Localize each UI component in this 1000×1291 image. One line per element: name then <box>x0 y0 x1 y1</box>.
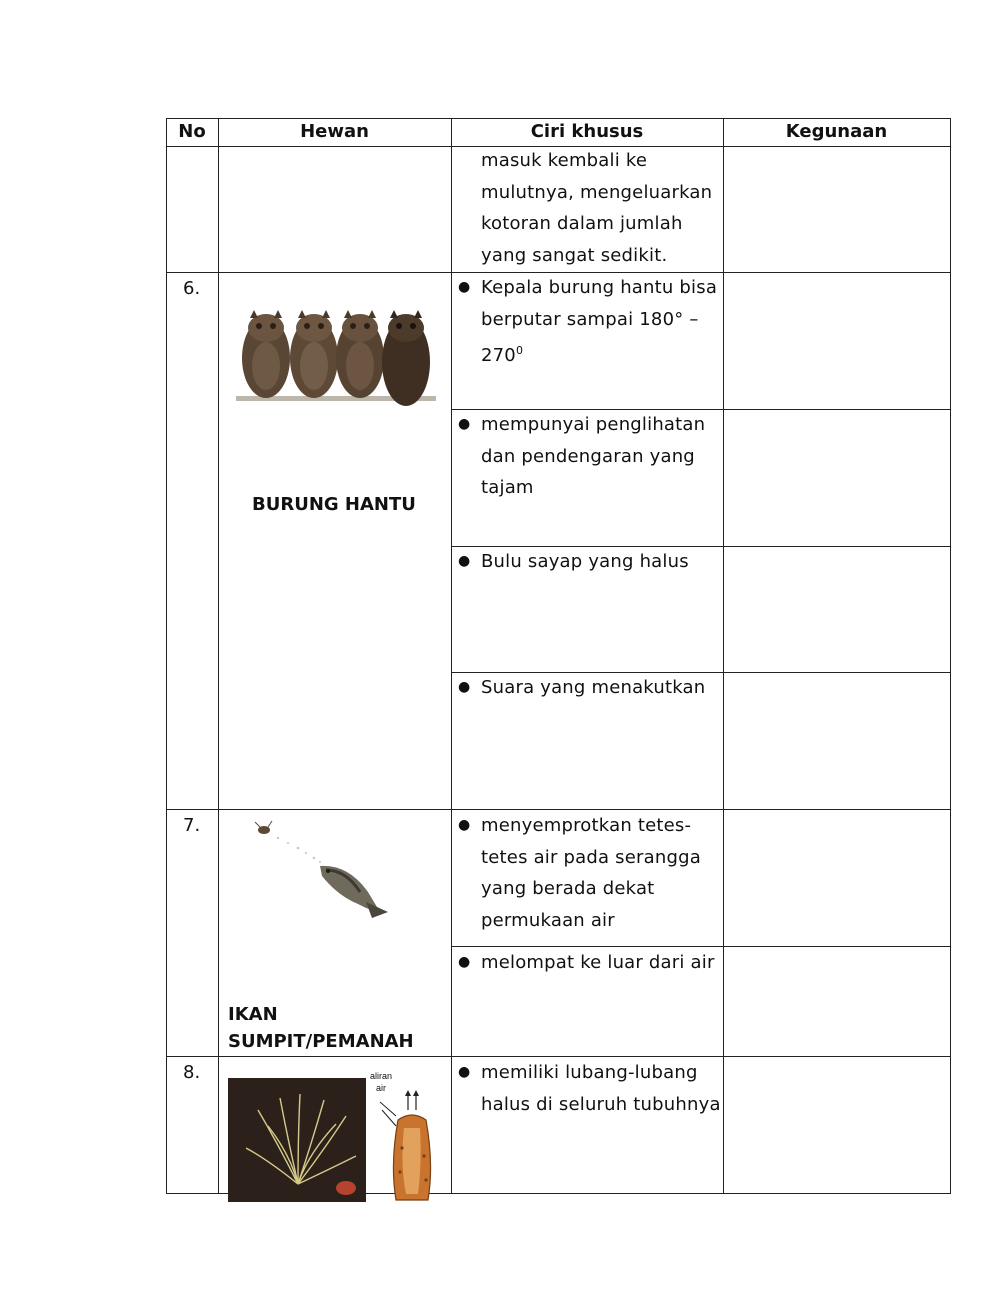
owl-figure-4 <box>382 310 430 406</box>
row6-trait-4 <box>481 672 721 704</box>
animal-label-line: IKAN <box>228 1004 278 1025</box>
bullet-dot: ● <box>458 553 471 569</box>
sponge-photo <box>228 1064 442 1202</box>
row6-trait-3 <box>481 546 721 578</box>
table-left-border <box>166 118 167 1194</box>
bullet-dot: ● <box>458 679 471 695</box>
row7-trait-1 <box>481 810 721 936</box>
degree-value: 270 <box>481 345 516 366</box>
animal-label-line: SUMPIT/PEMANAH <box>228 1031 414 1052</box>
trait-line: Bulu sayap yang halus <box>481 551 689 572</box>
sponge-diagram-label-1: aliran <box>370 1071 393 1081</box>
column-divider-hewan <box>451 118 452 1194</box>
archerfish-photo <box>248 814 393 924</box>
header-ciri-khusus: Ciri khusus <box>530 121 644 142</box>
continuation-line: mulutnya, mengeluarkan <box>481 181 713 203</box>
column-divider-ciri <box>723 118 724 1194</box>
coral-detail <box>336 1181 356 1195</box>
table-right-border <box>950 118 951 1194</box>
continuation-line: kotoran dalam jumlah <box>481 213 683 234</box>
owl-figure-2 <box>290 310 338 398</box>
continuation-line: yang sangat sedikit. <box>481 244 668 266</box>
bullet-dot: ● <box>458 817 471 833</box>
bullet-dot: ● <box>458 954 471 970</box>
trait-line: dan pendengaran yang <box>481 445 695 467</box>
row6-animal-label: BURUNG HANTU <box>252 494 416 515</box>
degree-superscript: 0 <box>515 344 524 357</box>
sponge-diagram-label-2: air <box>376 1083 387 1093</box>
trait-line: Suara yang menakutkan <box>481 677 706 698</box>
trait-line: melompat ke luar dari air <box>481 952 715 973</box>
header-kegunaan: Kegunaan <box>785 121 888 142</box>
row6-trait-1 <box>481 272 721 372</box>
row7-trait-2 <box>481 947 721 979</box>
trait-line: tetes air pada serangga <box>481 846 701 868</box>
water-spray <box>277 837 321 863</box>
trait-line: permukaan air <box>481 909 615 931</box>
row6-trait-2 <box>481 409 721 504</box>
trait-line: tajam <box>481 477 534 498</box>
row6-number: 6. <box>183 278 201 299</box>
fish-figure <box>320 866 388 918</box>
bullet-dot: ● <box>458 279 471 295</box>
sponge-diagram <box>380 1090 431 1200</box>
trait-line: Kepala burung hantu bisa <box>481 277 718 298</box>
continuation-line: masuk kembali ke <box>481 150 648 171</box>
trait-line: mempunyai penglihatan <box>481 414 706 435</box>
column-divider-no <box>218 118 219 1194</box>
owl-figure-3 <box>336 310 384 398</box>
row7-number: 7. <box>183 815 201 836</box>
trait-line: memiliki lubang-lubang <box>481 1062 698 1083</box>
owl-photo <box>236 306 436 428</box>
header-hewan: Hewan <box>300 121 369 142</box>
trait-line: yang berada dekat <box>481 878 655 899</box>
trait-line: halus di seluruh tubuhnya <box>481 1093 721 1115</box>
trait-line <box>481 335 721 372</box>
trait-line: berputar sampai 180° – <box>481 308 699 330</box>
bullet-dot: ● <box>458 416 471 432</box>
header-no: No <box>178 121 206 142</box>
trait-line: menyemprotkan tetes- <box>481 815 692 836</box>
insect-figure <box>255 821 272 834</box>
row8-trait-1 <box>481 1057 721 1120</box>
row7-animal-label <box>228 1001 414 1055</box>
owl-figure-1 <box>242 310 290 398</box>
bullet-dot: ● <box>458 1064 471 1080</box>
continuation-text <box>481 145 721 271</box>
row8-number: 8. <box>183 1062 201 1083</box>
